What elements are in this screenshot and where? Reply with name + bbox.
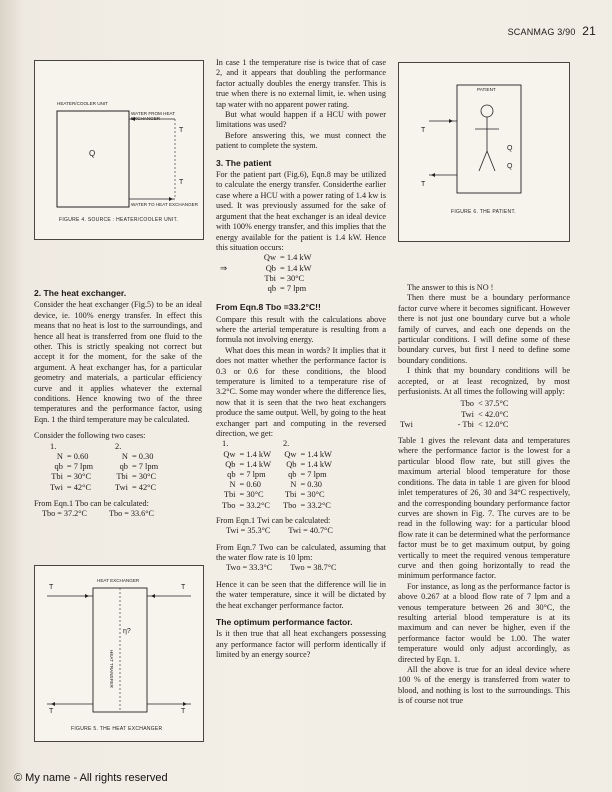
column-3 [398,283,570,713]
case-cell: Qb [286,459,297,469]
cases-table-1 [48,442,160,493]
case-cell: = 1.4 kW [239,449,271,459]
case-cell: N [290,480,297,490]
cond-cell [398,399,432,409]
eq-cell: Tbi [264,273,276,283]
paragraph: I think that my boundary conditions will be accepted, or at least recognized, by most perfusionists. At all times the following will apply: [398,366,570,397]
fig4-temp-in-label: T [179,179,184,186]
section-heading-optimum: The optimum performance factor. [216,617,353,628]
paragraph: But what would happen if a HCU with power limitations was used? [216,110,386,130]
section-heading-heat-exchanger: 2. The heat exchanger. [34,288,127,298]
case-cell: = 0.30 [131,451,154,461]
result-row [42,509,202,519]
result-row [226,526,386,536]
case-cell [65,442,95,452]
case-cell: Tbi [51,472,63,482]
case-cell: = 30°C [300,490,325,500]
paragraph: Before answering this, we must connect the patient to complete the system. [216,130,386,151]
case-cell: 2. [282,439,290,449]
case-cell: = 1.4 kW [300,459,332,469]
cond-cell: < 12.0°C [478,419,509,429]
result-value: Twi = 40.7°C [288,526,333,536]
figure-5 [34,565,204,742]
paragraph: Then there must be a boundary performance factor curve where it becomes significant. However there is not just one boundary curve but a whole family of curves, and each one depends on the particular conditions. I will define some of these boundary curves, but first I need to define some boundary conditions. [398,293,570,365]
boundary-conditions [398,399,510,430]
paragraph: For the patient part (Fig.6), Eqn.8 may be utilized to calculate the energy transfer. Considerthe earlier case where a HCU with a power rating of 1.4 kw is used. It was previously assumed for the sake of argument that the heat exchanger is an ideal device with 100% energy transfer, and this implies that the energy available for the patient is 1.4 kW. Hence this situation occurs: [216,170,386,252]
paragraph: From Eqn.1 Twi can be calculated: [216,515,331,525]
case-cell: = 0.60 [66,451,89,461]
case-cell: = 33.2°C [239,500,270,510]
fig5-twi-label: T [49,708,54,715]
fig6-tbo-label: T [421,181,426,188]
paragraph: Compare this result with the calculations above where the arterial temperature is resulting from a formula not involving energy. [216,314,386,345]
journal-name: SCANMAG 3/90 [507,27,576,37]
case-cell: 1. [50,441,57,451]
paragraph: From Eqn.1 Tbo can be calculated: [34,498,149,508]
case-cell [298,439,333,449]
case-cell: Twi [115,482,128,492]
result-value: Twi = 35.3°C [226,526,271,536]
section-heading-eqn8: From Eqn.8 Tbo =33.2°C!! [216,302,321,313]
fig5-two-label: T [49,584,54,591]
column-2 [216,58,386,667]
cond-cell: < 37.5°C [478,399,509,409]
case-cell: = 7 lpm [131,462,159,472]
copyright-watermark: © My name - All rights reserved [14,772,168,784]
fig6-tbi-label: T [421,127,426,134]
case-cell: = 33.2°C [300,500,331,510]
paragraph: The answer to this is NO ! [407,283,494,292]
patient-equation [218,253,313,294]
fig6-qm-label: Q [507,145,513,152]
case-cell: = 30°C [131,472,157,482]
case-cell: Tbo [222,500,236,510]
case-cell: qb [54,462,63,472]
fig5-tbo-label: T [181,708,186,715]
case-cell: = 7 lpm [66,462,94,472]
paragraph: From Eqn.7 Two can be calculated, assuming that the water flow rate is 10 lpm: [216,542,386,563]
result-value: Two = 33.3°C [226,563,273,573]
eq-cell: = 7 lpm [280,283,307,293]
paragraph: All the above is true for an ideal device where 100 % of the energy is transferred from water to blood, and nothing is lost to the surroundings. This is of course not true [398,665,570,706]
case-cell: Tbo [282,500,297,510]
case-cell: qb [288,470,297,480]
cond-cell: Tbo [460,399,474,409]
fig4-caption: FIGURE 4. SOURCE : HEATER/COOLER UNIT. [59,217,179,223]
page-header [508,24,596,38]
paragraph: Is it then true that all heat exchangers possessing any performance factor will perform identically if limited by an energy source? [216,629,386,660]
result-value: Tbo = 37.2°C [42,509,87,519]
case-cell: = 1.4 kW [239,459,271,469]
case-cell: Tbi [284,490,297,500]
fig4-unit-label: HEATER/COOLER UNIT [57,101,108,106]
paragraph: Table 1 gives the relevant data and temperatures where the performance factor is the lowest for a particular blood flow rate, but still gives the maximum arterial blood temperature for those conditions. The data in table 1 are given for blood inlet temperatures of 26, 30 and 34°C respectively, and the corresponding boundary performance factor curves are shown in Fig. 7. The curves are to be read in the following way: for a particular blood flow rate it can be determined what the performance factor must be to get maximum output, by going vertically to meet the required venous temperature curve and then going horizontally to read the minimum performance factor. [398,436,570,581]
case-cell [238,439,273,449]
case-cell [130,442,160,452]
cond-cell: Twi [461,409,474,419]
result-value: Tbo = 33.6°C [108,509,154,519]
column-1 [34,282,202,520]
fig4-temp-out-label: T [179,127,184,134]
result-value: Two = 38.7°C [290,563,337,573]
case-cell: qb [227,470,236,480]
figure-5-drawing [35,566,203,741]
figure-6 [398,62,570,242]
fig5-side-label: HEAT TRANSFER [109,650,114,688]
result-row [226,563,386,573]
paragraph: Hence it can be seen that the difference will lie in the water temperature, since it will be dictated by the heat exchanger performance factor. [216,579,386,610]
case-cell: Tbi [116,472,128,482]
case-cell: 2. [115,441,122,451]
case-cell: Qw [223,449,236,459]
case-cell: qb [119,462,128,472]
figure-4 [34,60,204,240]
case-cell: = 42°C [66,482,92,492]
eq-cell: Qw [263,253,276,263]
cases-table-2 [220,439,334,510]
paragraph: Consider the heat exchanger (Fig.5) to be an ideal device, ie. 100% energy transfer. In effect this means that no heat is lost to the surroundings, and hence all heat is transferred from one fluid to the other. This is strictly speaking not correct but accept it for the moment, for the sake of the argument. A heat exchanger has, for a particular geometry and materials, a particular efficiency curve and it applies whatever the external conditions. Hence knowing two of the three temperatures and the performance factor, using Eqn. 1 the third temperature may be calculated. [34,300,202,424]
cond-cell [398,410,432,420]
fig6-qs-label: Q [507,163,513,170]
case-cell: = 0.30 [300,480,322,490]
case-cell: = 0.60 [239,480,261,490]
fig5-caption: FIGURE 5. THE HEAT EXCHANGER [71,726,163,732]
case-cell: Twi [50,482,63,492]
eq-cell: ⇒ [220,263,228,273]
fig5-eta-label: η? [123,628,131,635]
cond-cell: - Tbi [457,419,474,429]
case-cell: N [121,451,128,461]
eq-cell [218,274,252,284]
case-cell: Qb [225,459,236,469]
fig4-water-out-label: WATER TO HEAT EXCHANGER [131,202,199,207]
fig4-water-in-label: WATER FROM HEAT EXCHANGER [131,111,175,121]
section-heading-patient: 3. The patient [216,157,272,168]
paragraph: What does this mean in words? It implies that it does not matter whether the performance factor is 0.3 or 0.6 for these conditions, the blood temperature is limited to a temperature rise of 3.2°C. Some may wonder where the difference lies, now that it is seen that the two heat exchangers produce the same output. Well, by going to the heat exchanger part and computing in the reversed direction, we get: [216,345,386,438]
eq-cell [218,253,252,263]
case-cell: = 7 lpm [239,470,266,480]
case-cell: = 30°C [66,472,92,482]
case-cell: Qw [284,449,297,459]
fig4-q-label: Q [89,149,96,158]
paragraph: For instance, as long as the performance factor is above 0.267 at a blood flow rate of 7 lpm and a venous temperature between 26 and 30°C, the resulting arterial blood temperature is at its maximum and can never be higher, even if the performance factor would be 1.00. The water temperature would only adjust accordingly, as directed by Eqn. 1. [398,581,570,664]
fig6-caption: FIGURE 6. THE PATIENT. [451,209,516,215]
paragraph: In case 1 the temperature rise is twice that of case 2, and it appears that doubling the performance factor actually doubles the energy transfer. This is true when there is no external limit, ie. when using tap water with no apparent power rating. [216,58,386,109]
eq-cell: Qb [265,263,276,273]
eq-cell [218,284,252,294]
eq-cell: = 1.4 kW [280,253,312,263]
case-cell: = 7 lpm [300,470,327,480]
paragraph: Consider the following two cases: [34,431,146,441]
fig5-tbi-label: T [181,584,186,591]
case-cell: N [229,480,236,490]
fig6-title: PATIENT [477,87,496,92]
eq-cell: qb [267,283,276,293]
case-cell: = 42°C [131,482,157,492]
fig5-title: HEAT EXCHANGER [97,578,140,583]
case-cell: N [56,451,63,461]
cond-cell: < 42.0°C [478,409,509,419]
eq-cell: = 30°C [280,273,305,283]
cond-cell: Twi [400,419,413,429]
page-number: 21 [582,24,596,38]
case-cell: = 1.4 kW [300,449,332,459]
figure-4-drawing [35,61,203,239]
case-cell: 1. [222,439,229,449]
case-cell: = 30°C [239,490,264,500]
eq-cell: = 1.4 kW [280,263,312,273]
case-cell: Tbi [223,490,236,500]
